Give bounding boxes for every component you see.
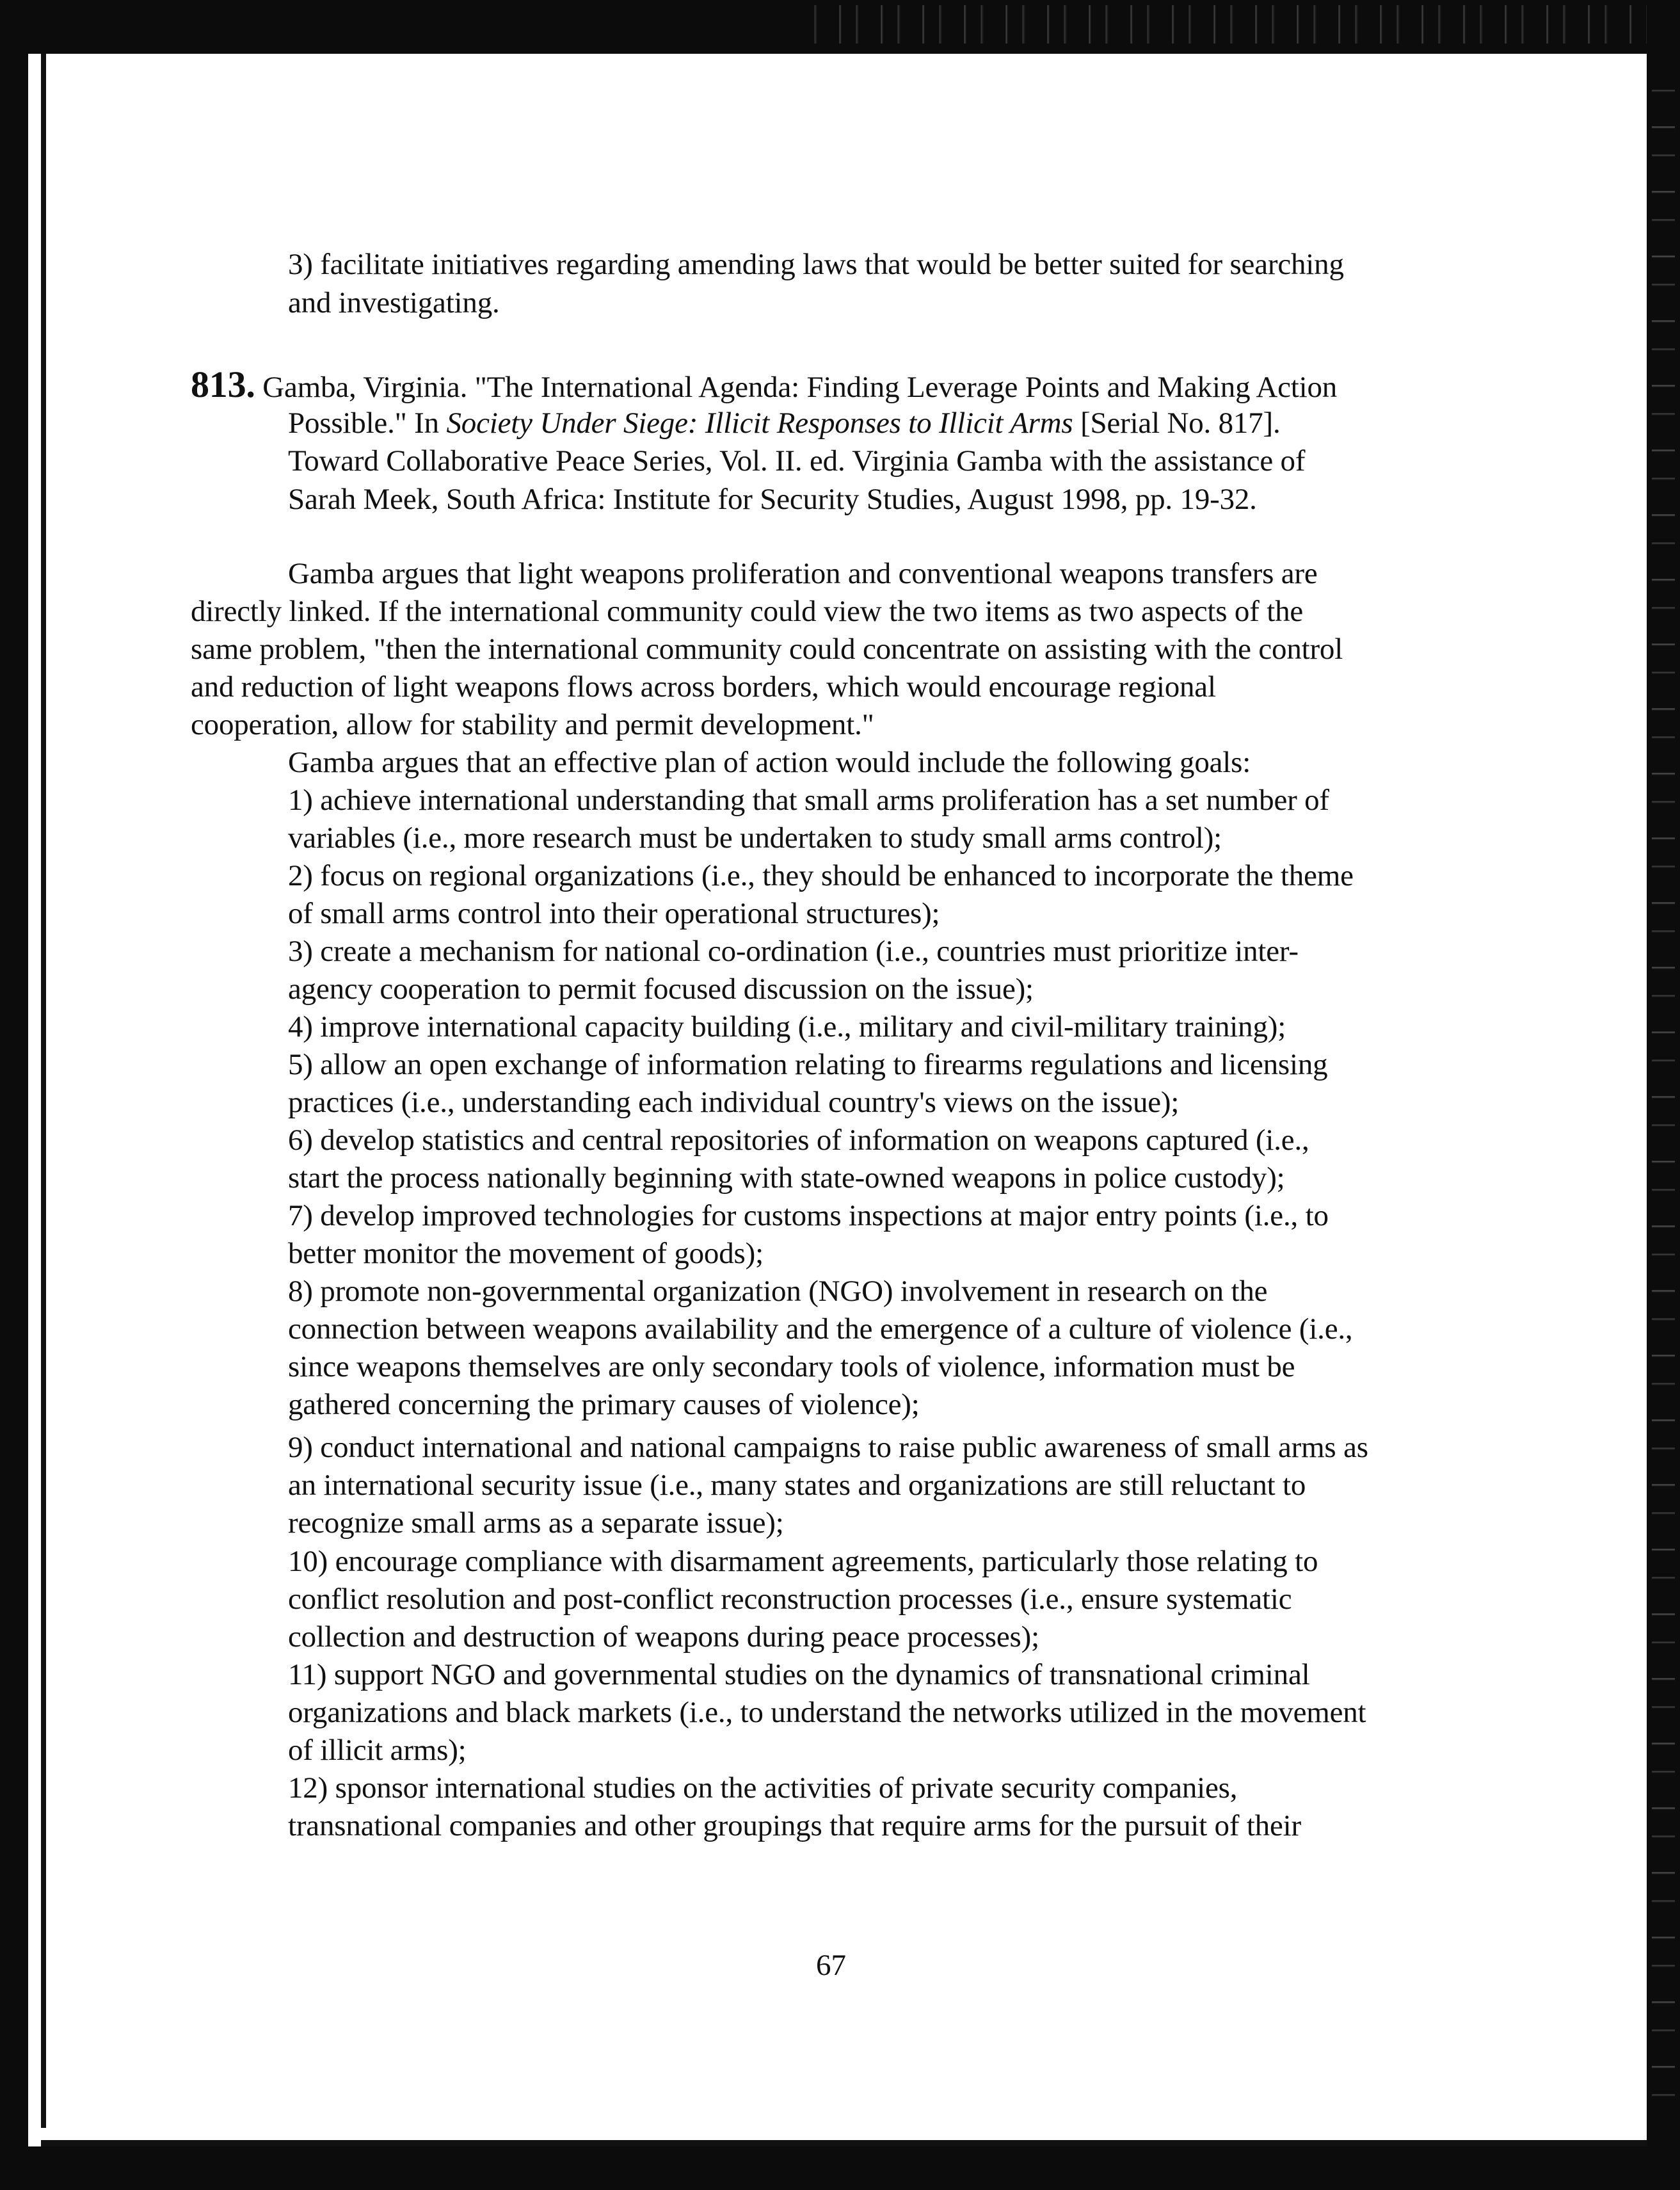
goal-line: practices (i.e., understanding each individual country's views on the issue); [288,1086,1180,1119]
entry-number: 813. [191,364,255,405]
goal-line: gathered concerning the primary causes of violence); [288,1388,920,1421]
entry-citation-line: Toward Collaborative Peace Series, Vol. II. ed. Virginia Gamba with the assistance of [288,444,1306,478]
goal-line: collection and destruction of weapons during peace processes); [288,1620,1039,1654]
goal-line: of illicit arms); [288,1734,467,1767]
goal-line: agency cooperation to permit focused discussion on the issue); [288,972,1034,1006]
goal-line: 1) achieve international understanding that small arms proliferation has a set number of [288,784,1329,817]
body-line: same problem, "then the international community could concentrate on assisting with the control [191,632,1343,666]
goal-line: 4) improve international capacity building (i.e., military and civil-military training); [288,1010,1286,1043]
goal-line: since weapons themselves are only secondary tools of violence, information must be [288,1350,1295,1383]
continuation-line: 3) facilitate initiatives regarding amending laws that would be better suited for searching [288,248,1344,281]
entry-citation-line [288,404,1281,442]
goal-line: 10) encourage compliance with disarmament agreements, particularly those relating to [288,1545,1318,1578]
goal-line: 11) support NGO and governmental studies on the dynamics of transnational criminal [288,1658,1310,1691]
body-line: and reduction of light weapons flows across borders, which would encourage regional [191,670,1216,704]
citation-text: Possible." In [288,407,447,440]
goal-line: conflict resolution and post-conflict reconstruction processes (i.e., ensure systematic [288,1582,1292,1616]
goal-line: 5) allow an open exchange of information relating to firearms regulations and licensing [288,1048,1328,1081]
body-line: cooperation, allow for stability and permit development." [191,708,874,741]
goal-line: recognize small arms as a separate issue); [288,1506,784,1540]
page-number: 67 [816,1949,846,1982]
goal-line: 9) conduct international and national campaigns to raise public awareness of small arms as [288,1431,1368,1464]
continuation-line: and investigating. [288,286,500,319]
entry-citation-line [191,366,1337,407]
goal-line: variables (i.e., more research must be undertaken to study small arms control); [288,821,1222,855]
goal-line: start the process nationally beginning with state-owned weapons in police custody); [288,1161,1285,1195]
entry-citation-line: Sarah Meek, South Africa: Institute for Security Studies, August 1998, pp. 19-32. [288,483,1257,516]
goal-line: 8) promote non-governmental organization (NGO) involvement in research on the [288,1275,1268,1308]
goal-line: 3) create a mechanism for national co-ordination (i.e., countries must prioritize inter- [288,935,1299,968]
goal-line: connection between weapons availability and the emergence of a culture of violence (i.e., [288,1312,1353,1346]
body-line: Gamba argues that light weapons proliferation and conventional weapons transfers are [288,557,1318,590]
goal-line: 6) develop statistics and central repositories of information on weapons captured (i.e., [288,1123,1309,1157]
goal-line: transnational companies and other groupings that require arms for the pursuit of their [288,1809,1301,1842]
citation-text: Gamba, Virginia. "The International Agenda: Finding Leverage Points and Making Action [255,371,1338,404]
citation-book-title: Society Under Siege: Illicit Responses to Illicit Arms [446,407,1073,440]
goal-line: 2) focus on regional organizations (i.e., they should be enhanced to incorporate the theme [288,859,1354,892]
body-line: Gamba argues that an effective plan of action would include the following goals: [288,746,1251,779]
citation-text: [Serial No. 817]. [1073,407,1281,440]
goal-line: organizations and black markets (i.e., to understand the networks utilized in the movement [288,1696,1366,1729]
goal-line: an international security issue (i.e., many states and organizations are still reluctant to [288,1469,1306,1502]
goal-line: 12) sponsor international studies on the activities of private security companies, [288,1771,1238,1805]
goal-line: 7) develop improved technologies for customs inspections at major entry points (i.e., to [288,1199,1329,1232]
goal-line: better monitor the movement of goods); [288,1237,764,1270]
body-line: directly linked. If the international community could view the two items as two aspects of the [191,595,1304,628]
goal-line: of small arms control into their operational structures); [288,897,940,930]
